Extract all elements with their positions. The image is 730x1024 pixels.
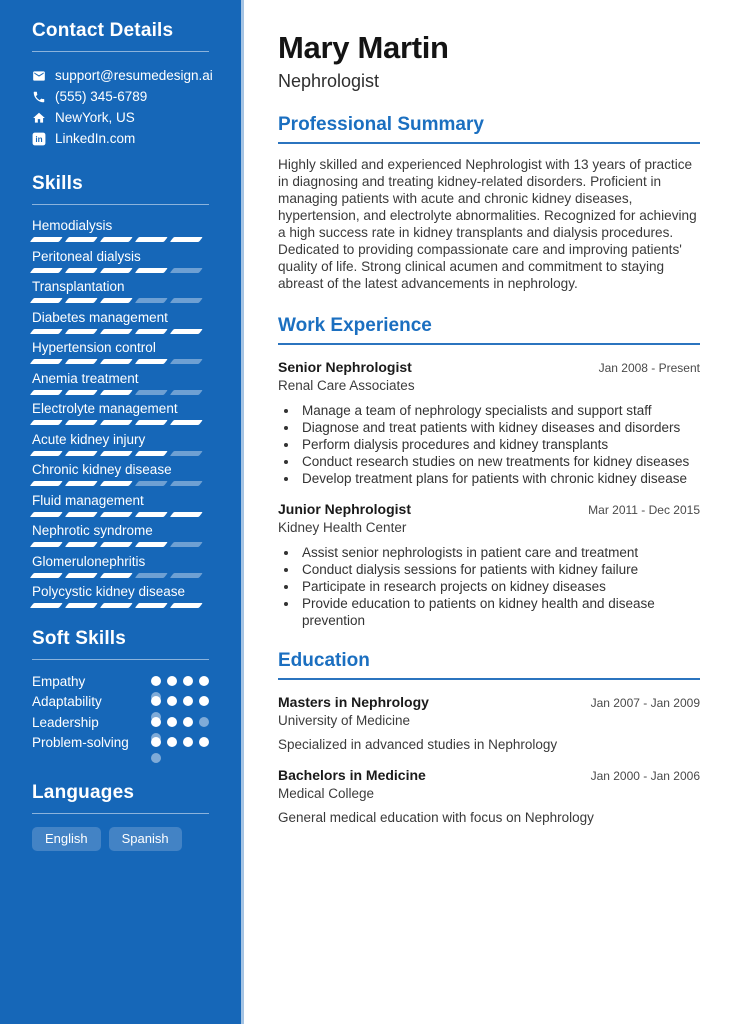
rating-dot-filled [183, 676, 193, 686]
job-entry [278, 359, 700, 487]
sidebar [0, 0, 244, 1024]
level-segment-filled [65, 573, 98, 578]
skill-level-bar [32, 359, 209, 364]
contact-row-email [32, 65, 213, 86]
degree-title: Bachelors in Medicine [278, 767, 426, 783]
level-segment-filled [135, 451, 168, 456]
skill-item [32, 402, 209, 425]
soft-skills-section [32, 628, 209, 756]
job-title: Senior Nephrologist [278, 359, 412, 375]
skill-level-bar [32, 329, 209, 334]
degree-school: University of Medicine [278, 713, 411, 728]
soft-skill-dots [151, 696, 209, 706]
skill-label: Acute kidney injury [32, 431, 146, 447]
email-icon [32, 69, 46, 83]
bullet-item: • Manage a team of nephrology specialists and support staff [299, 402, 700, 419]
level-segment-empty [170, 573, 203, 578]
job-header [278, 359, 700, 375]
skill-level-bar [32, 298, 209, 303]
home-icon [32, 111, 46, 125]
education-entry [278, 694, 700, 753]
skill-label: Fluid management [32, 492, 144, 508]
candidate-role: Nephrologist [278, 71, 380, 91]
level-segment-filled [100, 268, 133, 273]
degree-description: Specialized in advanced studies in Nephrology [278, 737, 558, 752]
skill-label: Anemia treatment [32, 370, 139, 386]
svg-text:in: in [35, 134, 43, 144]
skill-label: Nephrotic syndrome [32, 523, 153, 538]
skill-label: Transplantation [32, 279, 125, 294]
level-segment-filled [170, 329, 203, 334]
phone-icon [32, 90, 46, 104]
soft-skills-list [32, 674, 209, 756]
bullet-item: • Perform dialysis procedures and kidney transplants [299, 436, 700, 453]
level-segment-empty [135, 481, 168, 486]
level-segment-empty [170, 542, 203, 547]
level-segment-filled [65, 237, 98, 242]
bullet-item: • Participate in research projects on kidney diseases [299, 578, 700, 595]
skill-label: Hemodialysis [32, 218, 113, 233]
education-header [278, 767, 700, 783]
summary-text: Highly skilled and experienced Nephrologist with 13 years of practice in diagnosing and treating kidney-related disorders. Proficient in managing patients with acute and chronic kidney diseases, hypertension, and electrolyte abnormalities. Recognized for achieving a high success rate in kidney transplants and dialysis procedures. Dedicated to providing compassionate care and improving patients' quality of life. Strong clinical acumen and commitment to staying abreast of the latest advancements in nephrology. [278, 157, 697, 291]
skills-section [32, 173, 209, 608]
soft-skill-dots [151, 737, 209, 747]
skill-label: Peritoneal dialysis [32, 248, 141, 264]
level-segment-filled [170, 603, 203, 608]
soft-skill-label: Empathy [32, 673, 86, 689]
level-segment-filled [135, 542, 168, 547]
skill-level-bar [32, 451, 209, 456]
level-segment-filled [65, 420, 98, 425]
skill-item [32, 372, 209, 395]
level-segment-filled [30, 573, 63, 578]
main-content [247, 0, 730, 1024]
level-segment-empty [170, 298, 203, 303]
soft-skill-label: Adaptability [32, 694, 102, 709]
level-segment-filled [65, 268, 98, 273]
summary-title: Professional Summary [278, 115, 700, 144]
rating-dot-filled [167, 737, 177, 747]
level-segment-filled [30, 268, 63, 273]
job-header [278, 501, 700, 517]
contact-email: support@resumedesign.ai [55, 68, 213, 83]
level-segment-filled [100, 542, 133, 547]
language-pill: English [32, 827, 101, 851]
job-company: Kidney Health Center [278, 520, 407, 535]
rating-dot-filled [199, 696, 209, 706]
skill-level-bar [32, 603, 209, 608]
rating-dot-filled [183, 696, 193, 706]
bullet-item: • Provide education to patients on kidney health and disease prevention [299, 595, 700, 629]
level-segment-empty [170, 481, 203, 486]
skills-section-title: Skills [32, 173, 209, 205]
level-segment-empty [170, 451, 203, 456]
soft-skill-dots [151, 676, 209, 686]
rating-dot-filled [183, 737, 193, 747]
skill-level-bar [32, 542, 209, 547]
skill-item [32, 524, 209, 547]
level-segment-filled [65, 603, 98, 608]
skill-level-bar [32, 481, 209, 486]
rating-dot-empty [151, 753, 161, 763]
level-segment-empty [135, 390, 168, 395]
rating-dot-filled [199, 676, 209, 686]
rating-dot-filled [151, 737, 161, 747]
bullet-item: • Diagnose and treat patients with kidney diseases and disorders [299, 419, 700, 436]
summary-section [278, 115, 700, 292]
skills-list [32, 219, 209, 608]
degree-school: Medical College [278, 786, 375, 801]
rating-dot-filled [199, 737, 209, 747]
level-segment-filled [30, 481, 63, 486]
level-segment-filled [135, 359, 168, 364]
level-segment-filled [65, 512, 98, 517]
languages-section [32, 782, 209, 851]
level-segment-filled [65, 359, 98, 364]
rating-dot-filled [151, 676, 161, 686]
level-segment-filled [100, 237, 133, 242]
bullet-item: • Conduct research studies on new treatments for kidney diseases [299, 453, 700, 470]
level-segment-filled [135, 512, 168, 517]
level-segment-filled [65, 542, 98, 547]
level-segment-filled [100, 451, 133, 456]
level-segment-empty [170, 359, 203, 364]
level-segment-filled [100, 420, 133, 425]
level-segment-filled [65, 390, 98, 395]
contact-location: NewYork, US [55, 110, 135, 125]
experience-section [278, 316, 700, 629]
contact-phone: (555) 345-6789 [55, 89, 148, 104]
skill-item [32, 219, 209, 242]
education-header [278, 694, 700, 710]
rating-dot-filled [151, 696, 161, 706]
skill-label: Diabetes management [32, 309, 168, 325]
skill-label: Polycystic kidney disease [32, 584, 186, 599]
level-segment-filled [100, 481, 133, 486]
skill-level-bar [32, 573, 209, 578]
education-title: Education [278, 651, 700, 680]
contact-row-linkedin [32, 128, 209, 149]
level-segment-filled [100, 390, 133, 395]
rating-dot-empty [199, 717, 209, 727]
bullet-item: • Develop treatment plans for patients with chronic kidney disease [299, 470, 700, 487]
linkedin-icon [32, 132, 46, 146]
rating-dot-filled [167, 696, 177, 706]
level-segment-empty [135, 573, 168, 578]
contact-row-location [32, 107, 209, 128]
skill-item [32, 341, 209, 364]
level-segment-filled [100, 573, 133, 578]
soft-skill-item [32, 694, 209, 715]
language-pill: Spanish [109, 827, 182, 851]
bullet-item: • Conduct dialysis sessions for patients with kidney failure [299, 561, 700, 578]
job-bullet-list [278, 544, 700, 629]
level-segment-filled [135, 237, 168, 242]
soft-skill-label: Problem-solving [32, 735, 129, 750]
soft-skill-label: Leadership [32, 714, 99, 730]
skill-item [32, 494, 209, 517]
level-segment-filled [65, 451, 98, 456]
soft-skill-item [32, 715, 209, 736]
skill-item [32, 433, 209, 456]
languages-list [32, 827, 209, 851]
skill-level-bar [32, 390, 209, 395]
candidate-name: Mary Martin [278, 30, 449, 65]
level-segment-filled [170, 420, 203, 425]
level-segment-filled [30, 237, 63, 242]
level-segment-filled [30, 512, 63, 517]
contact-linkedin: LinkedIn.com [55, 131, 136, 146]
level-segment-empty [170, 268, 203, 273]
level-segment-filled [30, 451, 63, 456]
level-segment-filled [30, 390, 63, 395]
level-segment-filled [135, 420, 168, 425]
job-company: Renal Care Associates [278, 378, 415, 393]
skill-item [32, 250, 209, 273]
job-entry [278, 501, 700, 629]
level-segment-filled [100, 512, 133, 517]
level-segment-filled [30, 329, 63, 334]
degree-description: General medical education with focus on Nephrology [278, 810, 594, 825]
level-segment-filled [170, 237, 203, 242]
level-segment-filled [65, 481, 98, 486]
contact-section-title: Contact Details [32, 20, 209, 52]
degree-dates: Jan 2007 - Jan 2009 [590, 696, 700, 710]
rating-dot-filled [151, 717, 161, 727]
skill-label: Chronic kidney disease [32, 462, 172, 477]
level-segment-filled [100, 359, 133, 364]
level-segment-filled [30, 359, 63, 364]
skill-level-bar [32, 268, 209, 273]
degree-title: Masters in Nephrology [278, 694, 429, 710]
rating-dot-filled [183, 717, 193, 727]
soft-skill-item [32, 674, 209, 695]
job-dates: Mar 2011 - Dec 2015 [588, 503, 700, 517]
level-segment-empty [135, 298, 168, 303]
job-title: Junior Nephrologist [278, 501, 411, 517]
soft-skill-dots [151, 717, 209, 727]
experience-title: Work Experience [278, 316, 700, 345]
soft-skill-item [32, 735, 209, 756]
level-segment-filled [30, 298, 63, 303]
contact-row-phone [32, 86, 209, 107]
skill-level-bar [32, 237, 209, 242]
rating-dot-filled [167, 676, 177, 686]
skill-label: Hypertension control [32, 340, 156, 355]
skill-level-bar [32, 512, 209, 517]
languages-section-title: Languages [32, 782, 209, 814]
level-segment-filled [135, 268, 168, 273]
skill-item [32, 585, 209, 608]
level-segment-filled [100, 329, 133, 334]
level-segment-filled [30, 542, 63, 547]
level-segment-filled [135, 603, 168, 608]
level-segment-filled [170, 512, 203, 517]
soft-skills-section-title: Soft Skills [32, 628, 209, 660]
skill-level-bar [32, 420, 209, 425]
level-segment-filled [135, 329, 168, 334]
skill-item [32, 463, 209, 486]
skill-item [32, 311, 209, 334]
degree-dates: Jan 2000 - Jan 2006 [590, 769, 700, 783]
rating-dot-filled [167, 717, 177, 727]
skill-item [32, 280, 209, 303]
level-segment-filled [65, 298, 98, 303]
skill-item [32, 555, 209, 578]
bullet-item: • Assist senior nephrologists in patient care and treatment [299, 544, 700, 561]
education-section [278, 651, 700, 826]
skill-label: Electrolyte management [32, 401, 178, 416]
education-entry [278, 767, 700, 826]
level-segment-filled [100, 603, 133, 608]
level-segment-empty [170, 390, 203, 395]
job-bullet-list [278, 402, 700, 487]
contact-list [32, 65, 213, 149]
level-segment-filled [30, 603, 63, 608]
level-segment-filled [100, 298, 133, 303]
level-segment-filled [65, 329, 98, 334]
skill-label: Glomerulonephritis [32, 553, 146, 569]
job-dates: Jan 2008 - Present [598, 361, 700, 375]
level-segment-filled [30, 420, 63, 425]
